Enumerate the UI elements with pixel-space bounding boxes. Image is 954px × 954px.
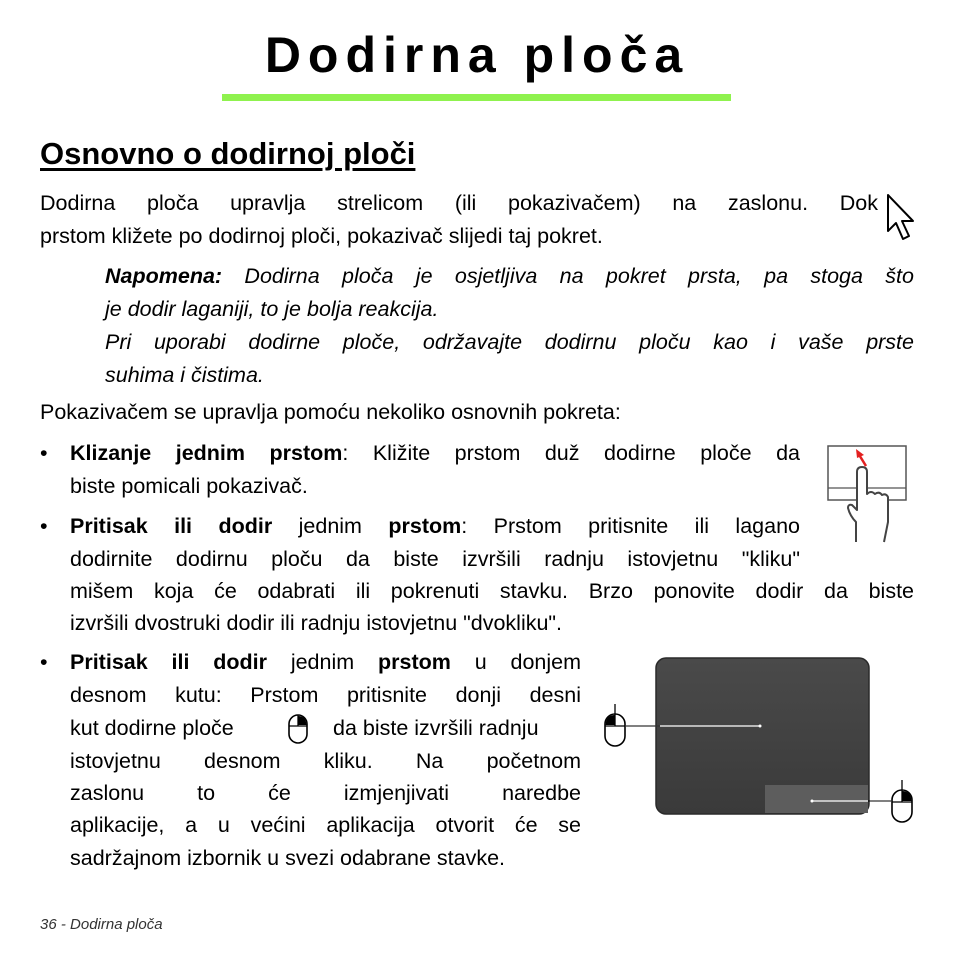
bullet-3-line-2: desnom kutu: Prstom pritisnite donji desni [70,683,581,707]
note-line-3: Pri uporabi dodirne ploče, održavajte dodirnu ploču kao i vaše prste [105,330,914,354]
section-heading: Osnovno o dodirnoj ploči [40,136,416,171]
bullet-3-line-3a: kut dodirne ploče [70,716,234,740]
bullet-3-line-6: aplikacije, a u većini aplikacija otvorit će se [70,813,581,837]
page-title: Dodirna ploča [264,27,690,83]
bullet-3-line-1: Pritisak ili dodir jednim prstom u donjem [70,650,581,674]
bullet-2-line-4: izvršili dvostruki dodir ili radnju istovjetnu "dvokliku". [70,611,563,635]
bullet-1-line-2: biste pomicali pokazivač. [70,474,308,498]
bullet-2-line-3: mišem koja će odabrati ili pokrenuti stavku. Brzo ponovite dodir da biste [70,579,914,603]
bullet-1-line-1: Klizanje jednim prstom: Kližite prstom duž dodirne ploče da [70,441,800,465]
bullet-3-line-3b: da biste izvršili radnju [333,716,539,740]
mouse-right-click-icon [892,780,912,822]
bullet-marker: • [40,514,48,538]
note-label: Napomena: [105,264,223,288]
bullet-marker: • [40,441,48,465]
note-line-2: je dodir laganiji, to je bolja reakcija. [105,297,439,321]
mouse-pointer-icon [886,193,916,243]
bullet-2-line-1: Pritisak ili dodir jednim prstom: Prstom pritisnite ili lagano [70,514,800,538]
page-footer: 36 - Dodirna ploča [40,916,163,933]
note-line-1: Napomena: Dodirna ploča je osjetljiva na pokret prsta, pa stoga što [105,264,914,288]
bullet-3-line-7: sadržajnom izbornik u svezi odabrane stavke. [70,846,505,870]
touchpad-slide-icon [826,444,910,544]
mouse-left-click-icon [605,704,625,746]
bullet-marker: • [40,650,48,674]
mouse-right-click-icon [287,713,309,745]
title-underline-bar [222,94,731,101]
intro-line-2: prstom kližete po dodirnoj ploči, pokazivač slijedi taj pokret. [40,224,603,248]
bullet-3-line-4: istovjetnu desnom kliku. Na početnom [70,749,581,773]
bullet-2-line-2: dodirnite dodirnu ploču da biste izvršili radnju istovjetnu "kliku" [70,547,800,571]
gestures-intro: Pokazivačem se upravlja pomoću nekoliko osnovnih pokreta: [40,400,621,424]
note-line-4: suhima i čistima. [105,363,264,387]
touchpad-illustration [600,652,920,832]
intro-line-1: Dodirna ploča upravlja strelicom (ili pokazivačem) na zaslonu. Dok [40,191,878,215]
bullet-3-line-5: zaslonu to će izmjenjivati naredbe [70,781,581,805]
